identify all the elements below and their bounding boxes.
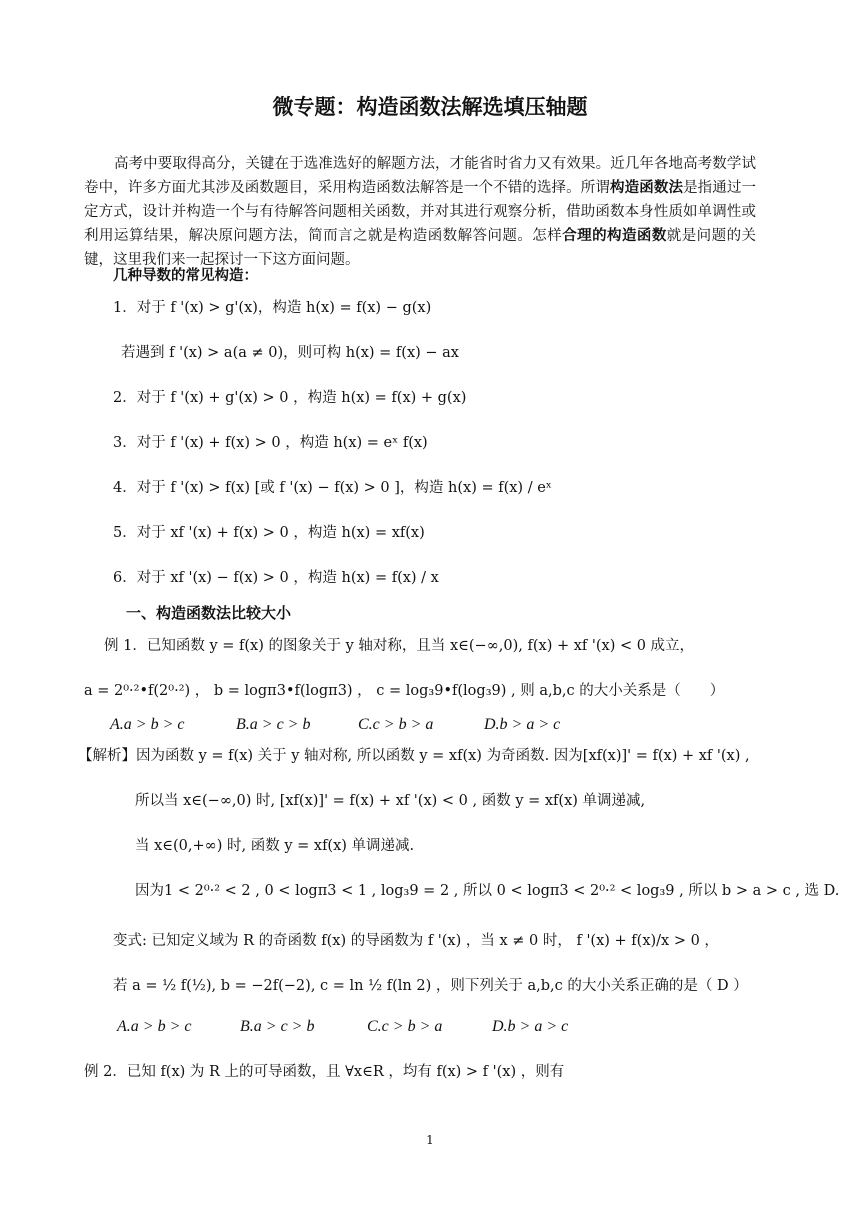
- page-number: 1: [426, 1133, 434, 1147]
- intro-paragraph: [84, 152, 756, 272]
- variant-option-c: C.c > b > a: [367, 1018, 443, 1035]
- solution-line: 当 x∈(0,+∞) 时, 函数 y = xf(x) 单调递减.: [135, 838, 415, 854]
- example-2-stem: 例 2．已知 f(x) 为 R 上的可导函数，且 ∀x∈R ，均有 f(x) > f '(x) ，则有: [84, 1064, 565, 1080]
- intro-text-2: 是指通过一定方式，设计并构造一个与有待解答问题相关函数，并对其进行观察分析，借助函数本身性质如单调性或利用运算结果，解决原问题方法，简而言之就是构造函数解答问题。怎样: [84, 180, 757, 244]
- subheading: 几种导数的常见构造：: [113, 268, 258, 284]
- option-d: D.b > a > c: [484, 716, 561, 733]
- variant-option-b: B.a > c > b: [240, 1018, 315, 1035]
- construction-item: 若遇到 f '(x) > a(a ≠ 0)，则可构 h(x) = f(x) − ax: [121, 345, 459, 361]
- option-b: B.a > c > b: [236, 716, 311, 733]
- intro-text-3: 就是问题的关键，这里我们来一起探讨一下这方面问题。: [84, 228, 757, 268]
- solution-line: 所以当 x∈(−∞,0) 时, [xf(x)]' = f(x) + xf '(x) < 0 , 函数 y = xf(x) 单调递减,: [135, 793, 646, 809]
- variant-option-d: D.b > a > c: [492, 1018, 569, 1035]
- construction-item: 3．对于 f '(x) + f(x) > 0 ，构造 h(x) = eˣ f(x): [113, 435, 428, 451]
- variant-stem: 变式: 已知定义域为 R 的奇函数 f(x) 的导函数为 f '(x) ，当 x ≠ 0 时， f '(x) + f(x)/x > 0 ，: [113, 933, 719, 949]
- construction-item: 5．对于 xf '(x) + f(x) > 0 ，构造 h(x) = xf(x): [113, 525, 425, 541]
- solution-line: 【解析】因为函数 y = f(x) 关于 y 轴对称, 所以函数 y = xf(x) 为奇函数. 因为[xf(x)]' = f(x) + xf '(x) ,: [78, 748, 750, 764]
- intro-bold-2: 合理的构造函数: [562, 228, 667, 244]
- page-title: 微专题：构造函数法解选填压轴题: [272, 95, 588, 119]
- intro-bold-1: 构造函数法: [610, 180, 684, 196]
- construction-item: 4．对于 f '(x) > f(x) [或 f '(x) − f(x) > 0 ]，构造 h(x) = f(x) / eˣ: [113, 480, 552, 496]
- solution-line: 因为1 < 2⁰·² < 2 , 0 < logπ3 < 1 , log₃9 = 2 , 所以 0 < logπ3 < 2⁰·² < log₃9 , 所以 b > a > c , 选 D.: [135, 883, 840, 899]
- variant-values: 若 a = ½ f(½), b = −2f(−2), c = ln ½ f(ln 2) ，则下列关于 a,b,c 的大小关系正确的是（ D ）: [113, 978, 748, 994]
- option-a: A.a > b > c: [110, 716, 185, 733]
- intro-text-1: 高考中要取得高分，关键在于选准选好的解题方法，才能省时省力又有效果。近几年各地高考数学试卷中，许多方面尤其涉及函数题目，采用构造函数法解答是一个不错的选择。所谓: [84, 156, 756, 196]
- example-1-values: a = 2⁰·²•f(2⁰·²) ， b = logπ3•f(logπ3) ， c = log₃9•f(log₃9) , 则 a,b,c 的大小关系是（ ）: [84, 683, 725, 699]
- variant-option-a: A.a > b > c: [117, 1018, 192, 1035]
- construction-item: 6．对于 xf '(x) − f(x) > 0 ，构造 h(x) = f(x) / x: [113, 570, 439, 586]
- construction-item: 2．对于 f '(x) + g'(x) > 0 ，构造 h(x) = f(x) + g(x): [113, 390, 467, 406]
- option-c: C.c > b > a: [358, 716, 434, 733]
- example-1-stem: 例 1．已知函数 y = f(x) 的图象关于 y 轴对称，且当 x∈(−∞,0), f(x) + xf '(x) < 0 成立，: [104, 638, 695, 654]
- section-heading: 一、构造函数法比较大小: [126, 604, 292, 622]
- construction-item: 1．对于 f '(x) > g'(x)，构造 h(x) = f(x) − g(x): [113, 300, 432, 316]
